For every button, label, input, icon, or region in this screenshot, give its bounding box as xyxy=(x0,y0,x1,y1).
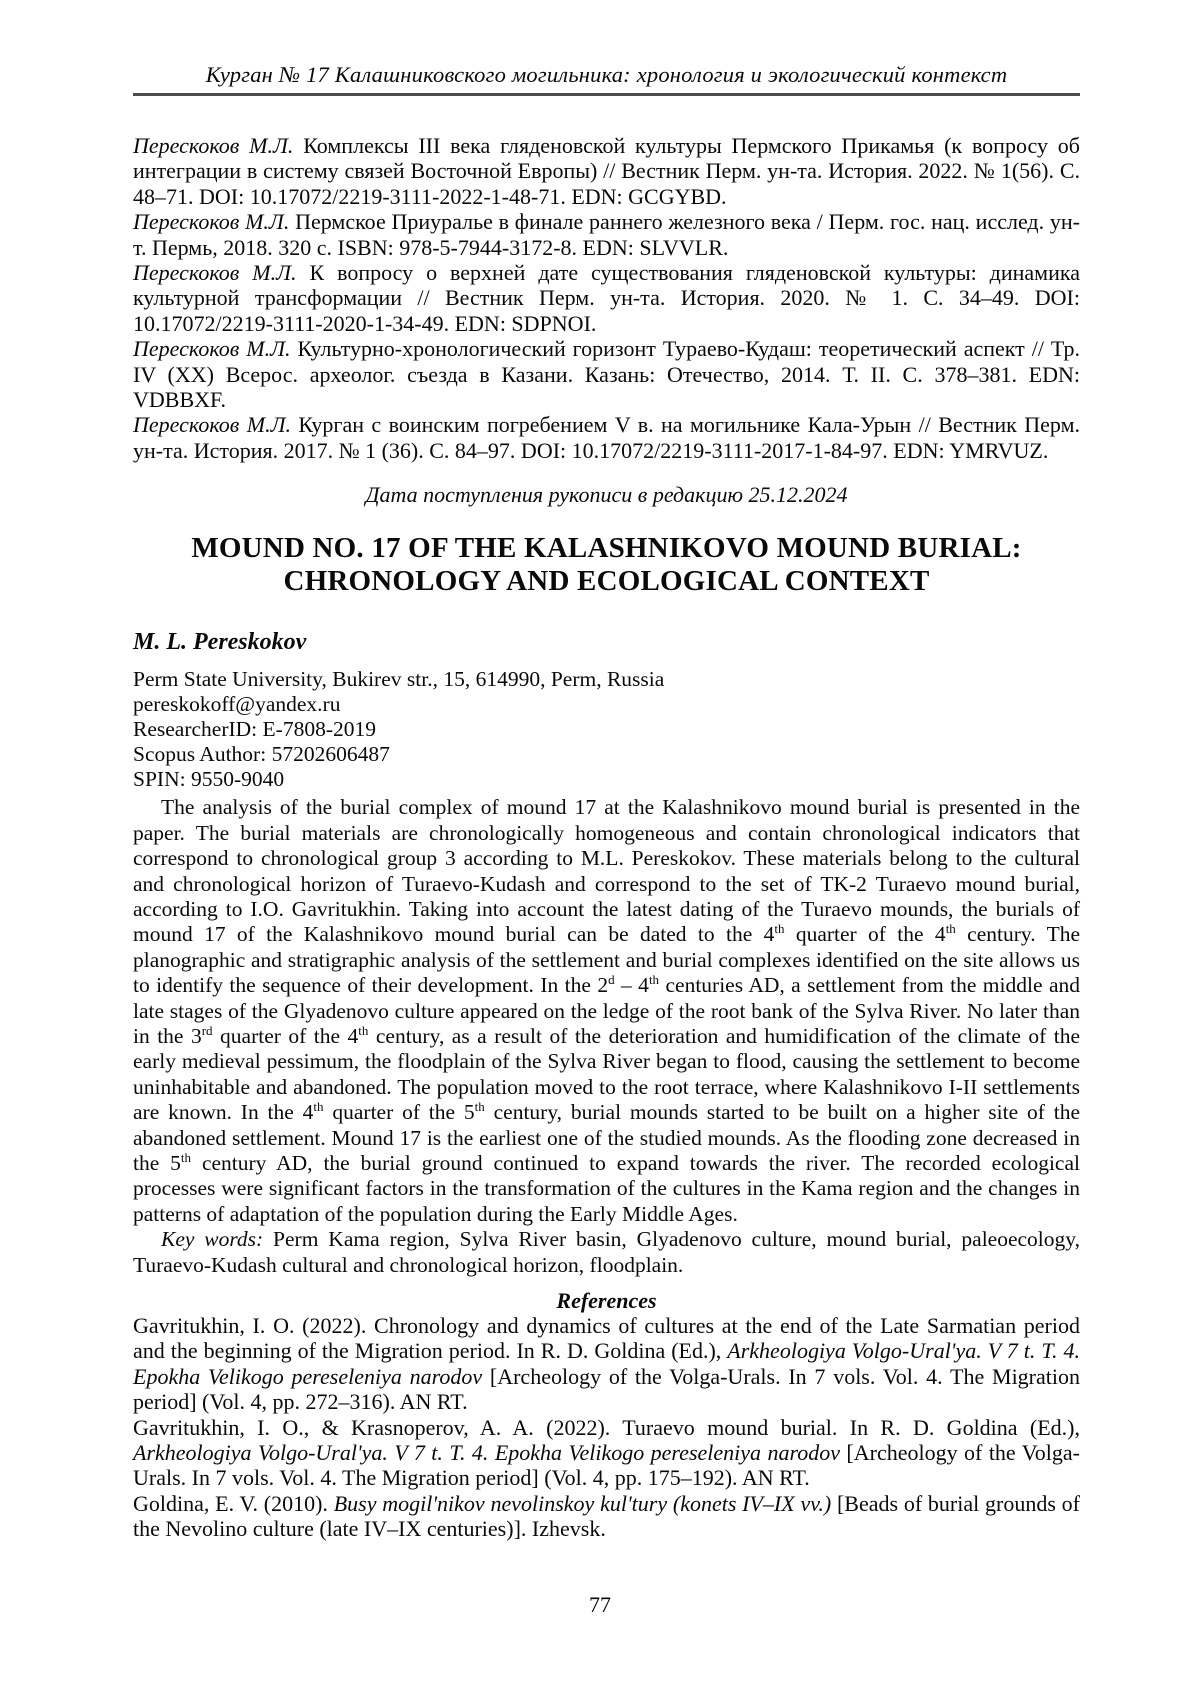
text-segment: century. The planographic and stratigraphic analysis of the settlement and burial complexes identified on the site allows us to identify the sequence of their development. In the 2 xyxy=(133,922,1080,998)
text-segment-italic: Arkheologiya Volgo-Ural'ya. V 7 t. T. 4. Epokha Velikogo pereseleniya narodov xyxy=(133,1440,840,1466)
text-segment-italic: Перескоков М.Л. xyxy=(133,133,294,158)
text-segment: – 4 xyxy=(614,973,649,998)
article-title-line2: CHRONOLOGY AND ECOLOGICAL CONTEXT xyxy=(283,565,930,598)
text-segment: Gavritukhin, I. O. (2022). Chronology and dynamics of cultures at the end of the Late Sarmatian period and the beginning of the Migration period. In R. D. Goldina (Ed.), xyxy=(133,1313,1080,1364)
text-segment: quarter of the 4 xyxy=(784,922,946,947)
russian-reference-item xyxy=(133,133,1080,209)
text-segment: К вопросу о верхней дате существования гляденовской культуры: динамика культурной трансформации // Вестник Перм. ун-та. История. 2020. № 1. С. 34–49. DOI: 10.17072/2219-3111-2020-1-34-49. EDN: SDPNOI. xyxy=(133,260,1080,336)
author-info-block xyxy=(133,667,1080,792)
text-segment: d xyxy=(608,971,615,987)
author-affiliation: Perm State University, Bukirev str., 15, 614990, Perm, Russia xyxy=(133,667,665,692)
text-segment: quarter of the 4 xyxy=(212,1023,359,1048)
text-segment: Комплексы III века гляденовской культуры Пермского Прикамья (к вопросу об интеграции в систему связей Восточной Европы) // Вестник Перм. ун-та. История. 2022. № 1(56). С. 48–71. DOI: 10.17072/2219-3111-2022-1-48-71. EDN: GCGYBD. xyxy=(133,133,1080,209)
russian-reference-item xyxy=(133,260,1080,336)
text-segment: [Archeology of the Volga-Urals. In 7 vols. Vol. 4. The Migration period] (Vol. 4, pp. 175–192). AN RT. xyxy=(133,1440,1080,1491)
text-segment: centuries AD, a settlement from the middle and late stages of the Glyadenovo culture appeared on the ledge of the root bank of the Sylva River. No later than in the 3 xyxy=(133,973,1080,1048)
russian-references-list xyxy=(133,133,1080,463)
text-segment-italic: Перескоков М.Л. xyxy=(133,260,297,286)
text-segment: Пермское Приуралье в финале раннего железного века / Перм. гос. нац. исслед. ун-т. Пермь, 2018. 320 с. ISBN: 978-5-7944-3172-8. EDN: SLVVLR. xyxy=(133,209,1080,260)
author-scopus-id: Scopus Author: 57202606487 xyxy=(133,742,390,767)
text-segment: century AD, the burial ground continued to expand towards the river. The recorded ecological processes were significant factors in the transformation of the cultures in the Kama region and the changes in patterns of adaptation of the population during the Early Middle Ages. xyxy=(133,1150,1080,1226)
text-segment: th xyxy=(358,1022,369,1038)
running-head: Курган № 17 Калашниковского могильника: хронология и экологический контекст xyxy=(205,62,1008,87)
text-segment-italic: Перескоков М.Л. xyxy=(133,336,291,362)
text-segment: [Archeology of the Volga-Urals. In 7 vols. Vol. 4. The Migration period] (Vol. 4, pp. 272–316). AN RT. xyxy=(133,1363,1080,1415)
text-segment: Курган с воинским погребением V в. на могильнике Кала-Урын // Вестник Перм. ун-та. История. 2017. № 1 (36). С. 84–97. DOI: 10.17072/2219-3111-2017-1-84-97. EDN: YMRVUZ. xyxy=(133,412,1081,463)
text-segment: th xyxy=(648,971,660,987)
text-segment: Культурно-хронологический горизонт Тураево-Кудаш: теоретический аспект // Тр. IV (XX) Всерос. археолог. съезда в Казани. Казань: Отечество, 2014. Т. II. С. 378–381. EDN: VDBBXF. xyxy=(133,336,1080,413)
text-segment: rd xyxy=(201,1022,213,1038)
text-segment: quarter of the 5 xyxy=(323,1100,475,1125)
english-references-list xyxy=(133,1313,1080,1542)
text-segment: Gavritukhin, I. O., & Krasnoperov, A. A. (2022). Turaevo mound burial. In R. D. Goldina (Ed.), xyxy=(133,1414,1080,1440)
text-segment: th xyxy=(313,1099,324,1114)
author-researcher-id: ResearcherID: E-7808-2019 xyxy=(133,717,376,742)
text-segment: Perm Kama region, Sylva River basin, Glyadenovo culture, mound burial, paleoecology, Turaevo-Kudash cultural and chronological horizon, floodplain. xyxy=(133,1227,1080,1277)
keywords-text xyxy=(133,1227,1080,1278)
text-segment: The analysis of the burial complex of mound 17 at the Kalashnikovo mound burial is presented in the paper. The burial materials are chronologically homogeneous and contain chronological indicators that correspond to chronological group 3 according to M.L. Pereskokov. These materials belong to the cultural and chronological horizon of Turaevo-Kudash and correspond to the set of TK-2 Turaevo mound burial, according to I.O. Gavritukhin. Taking into account the latest dating of the Turaevo mounds, the burials of mound 17 of the Kalashnikovo mound burial can be dated to the 4 xyxy=(133,795,1080,947)
text-segment: th xyxy=(474,1099,485,1114)
text-segment: Goldina, E. V. (2010). xyxy=(133,1490,334,1516)
text-segment-italic: Arkheologiya Volgo-Ural'ya. V 7 t. T. 4. Epokha Velikogo pereseleniya narodov xyxy=(133,1338,1080,1389)
author-email: pereskokoff@yandex.ru xyxy=(133,692,341,717)
text-segment: century, burial mounds started to be built on a higher site of the abandoned settlement. Mound 17 is the earliest one of the studied mounds. As the flooding zone decreased in the 5 xyxy=(133,1100,1080,1175)
text-segment: th xyxy=(180,1149,192,1165)
russian-reference-item xyxy=(133,412,1080,463)
article-title-line1: MOUND NO. 17 OF THE KALASHNIKOVO MOUND BURIAL: xyxy=(191,532,1022,565)
english-reference-item xyxy=(133,1415,1080,1491)
text-segment: th xyxy=(945,921,956,937)
author-name: M. L. Pereskokov xyxy=(133,629,307,656)
references-heading: References xyxy=(556,1288,657,1313)
author-spin-code: SPIN: 9550-9040 xyxy=(133,767,285,792)
text-segment: [Beads of burial grounds of the Nevolino culture (late IV–IX centuries)]. Izhevsk. xyxy=(133,1490,1080,1542)
page-number: 77 xyxy=(589,1592,611,1617)
text-segment-italic: Busy mogil'nikov nevolinskoy kul'tury (konets IV–IX vv.) xyxy=(333,1490,832,1516)
english-reference-item xyxy=(133,1491,1080,1542)
header-rule xyxy=(133,93,1080,96)
text-segment: th xyxy=(774,921,785,937)
russian-reference-item xyxy=(133,336,1080,412)
article-title xyxy=(133,532,1080,598)
text-segment-italic: Перескоков М.Л. xyxy=(133,412,291,438)
text-segment: century, as a result of the deterioration and humidification of the climate of the early medieval pessimum, the floodplain of the Sylva River began to flood, causing the settlement to become uninhabitable and abandoned. The population moved to the root terrace, where Kalashnikovo I-II settlements are known. In the 4 xyxy=(133,1023,1080,1125)
russian-reference-item xyxy=(133,209,1080,260)
submission-date-note: Дата поступления рукописи в редакцию 25.12.2024 xyxy=(365,482,848,508)
english-reference-item xyxy=(133,1313,1080,1415)
abstract-text xyxy=(133,795,1080,1227)
text-segment-italic: Key words: xyxy=(161,1227,264,1252)
text-segment-italic: Перескоков М.Л. xyxy=(133,209,290,235)
